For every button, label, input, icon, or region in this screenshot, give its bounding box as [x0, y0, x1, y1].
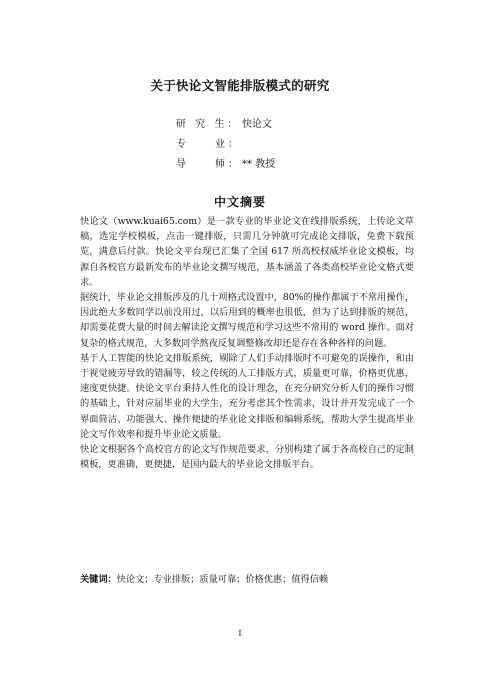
abstract-paragraph: 据统计，毕业论文排版涉及的几十项格式设置中，80%的操作都属于不常用操作，因此绝大多数同学以前没用过，以后用到的概率也很低，但为了达到排版的规范，却需要花费大量的时间去解读论文撰写规范和学习这些不常用的 word 操作。面对复杂的格式规范，大多数同学熬夜反复调整修改却还是存在各种各样的问题。 — [80, 292, 414, 349]
abstract-paragraph: 快论文（www.kuai65.com）是一款专业的毕业论文在线排版系统，上传论文草稿，选定学校模板，点击一键排版，只需几分钟就可完成论文排版，免费下载预览，满意后付款。快论文平台现已汇集了全国 617 所高校权威毕业论文模板，均源自各校官方最新发布的毕业论文撰写规范，基本涵盖了各类高校毕业论文格式要求。 — [80, 216, 414, 288]
meta-value: 快论文 — [242, 118, 272, 130]
document-title: 关于快论文智能排版模式的研究 — [150, 78, 330, 93]
meta-label: 研 究 生： — [176, 118, 241, 130]
keywords-label: 关键词： — [80, 574, 117, 585]
page-number: I — [238, 629, 242, 638]
keywords-line — [80, 572, 414, 587]
abstract-body — [80, 214, 414, 472]
abstract-paragraph: 基于人工智能的快论文排版系统，剔除了人们手动排版时不可避免的误操作，和由于视觉疲劳导致的错漏等，较之传统的人工排版方式，质量更可靠，价格更优惠，速度更快捷。快论文平台秉持人性化的设计理念，在充分研究分析人们的操作习惯的基础上，针对应届毕业的大学生，充分考虑其个性需求，设计并开发完成了一个界面简洁、功能强大、操作便捷的毕业论文排版和编辑系统，帮助大学生提高毕业论文写作效率和提升毕业论文质量。 — [80, 352, 414, 440]
meta-row-student — [176, 112, 275, 132]
meta-label: 专 业： — [176, 138, 241, 150]
meta-row-major — [176, 132, 275, 152]
author-info — [176, 112, 275, 172]
meta-value: ** 教授 — [242, 158, 276, 170]
abstract-heading: 中文摘要 — [213, 195, 266, 209]
keywords-text: 快论文；专业排版；质量可靠；价格优惠；值得信赖 — [116, 574, 329, 585]
meta-row-advisor — [176, 152, 275, 172]
meta-label: 导 师： — [176, 158, 241, 170]
abstract-paragraph: 快论文根据各个高校官方的论文写作规范要求，分别构建了属于各高校自己的定制模板，更准确，更便捷，是国内最大的毕业论文排版平台。 — [80, 444, 414, 471]
